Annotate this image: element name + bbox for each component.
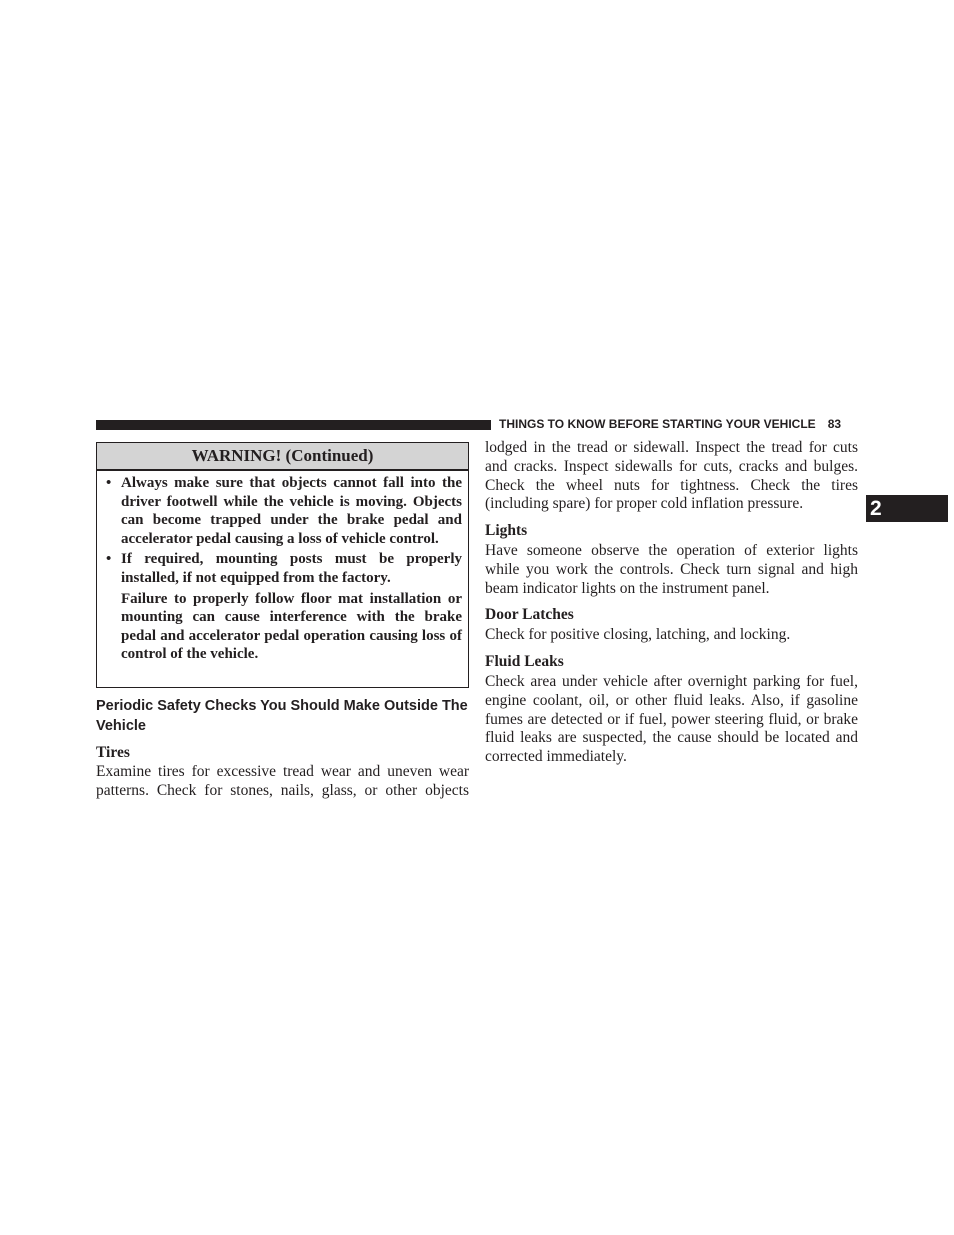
warning-item-text: If required, mounting posts must be properly installed, if not equipped from the factory.: [121, 551, 462, 586]
lights-heading: Lights: [485, 522, 528, 539]
section-title: Periodic Safety Checks You Should Make Outside The Vehicle: [96, 698, 468, 734]
door-latches-text: Check for positive closing, latching, and locking.: [485, 626, 791, 643]
tires-text-part1: Examine tires for excessive tread wear and uneven wear patterns. Check for stones, nails, glass, or other objects: [96, 763, 469, 799]
door-latches-heading: Door Latches: [485, 606, 574, 623]
lights-text: Have someone observe the operation of exterior lights while you work the controls. Check turn signal and high beam indicator lights on the instrument panel.: [485, 542, 858, 597]
fluid-leaks-heading: Fluid Leaks: [485, 653, 564, 670]
running-head-title: THINGS TO KNOW BEFORE STARTING YOUR VEHICLE: [499, 417, 816, 431]
header-rule: [96, 420, 491, 430]
warning-followup: Failure to properly follow floor mat installation or mounting can cause interference with the brake pedal and accelerator pedal operation causing loss of control of the vehicle.: [121, 590, 462, 663]
warning-item: [121, 474, 462, 548]
warning-box: [96, 442, 469, 688]
fluid-leaks-text: Check area under vehicle after overnight parking for fuel, engine coolant, oil, or other fluid leaks. Also, if gasoline fumes are detected or if fuel, power steering fluid, or brake fluid leaks are suspected, the cause should be located and corrected immediately.: [485, 673, 858, 766]
page-number: 83: [827, 417, 842, 431]
tires-heading: Tires: [96, 744, 130, 761]
running-head: [499, 417, 859, 431]
warning-item-text: Always make sure that objects cannot fall into the driver footwell while the vehicle is moving. Objects can become trapped under the brake pedal and accelerator pedal causing a loss of vehicle control.: [121, 475, 462, 547]
warning-title: WARNING! (Continued): [97, 443, 468, 471]
chapter-tab: 2: [866, 495, 948, 522]
warning-item: [121, 550, 462, 664]
tires-text-part2: lodged in the tread or sidewall. Inspect the tread for cuts and cracks. Inspect sidewalls for cuts, cracks and bulges. Check the wheel nuts for tightness. Check the tires (including spare) for proper cold inflation pressure.: [485, 439, 858, 513]
warning-list: [97, 471, 468, 664]
